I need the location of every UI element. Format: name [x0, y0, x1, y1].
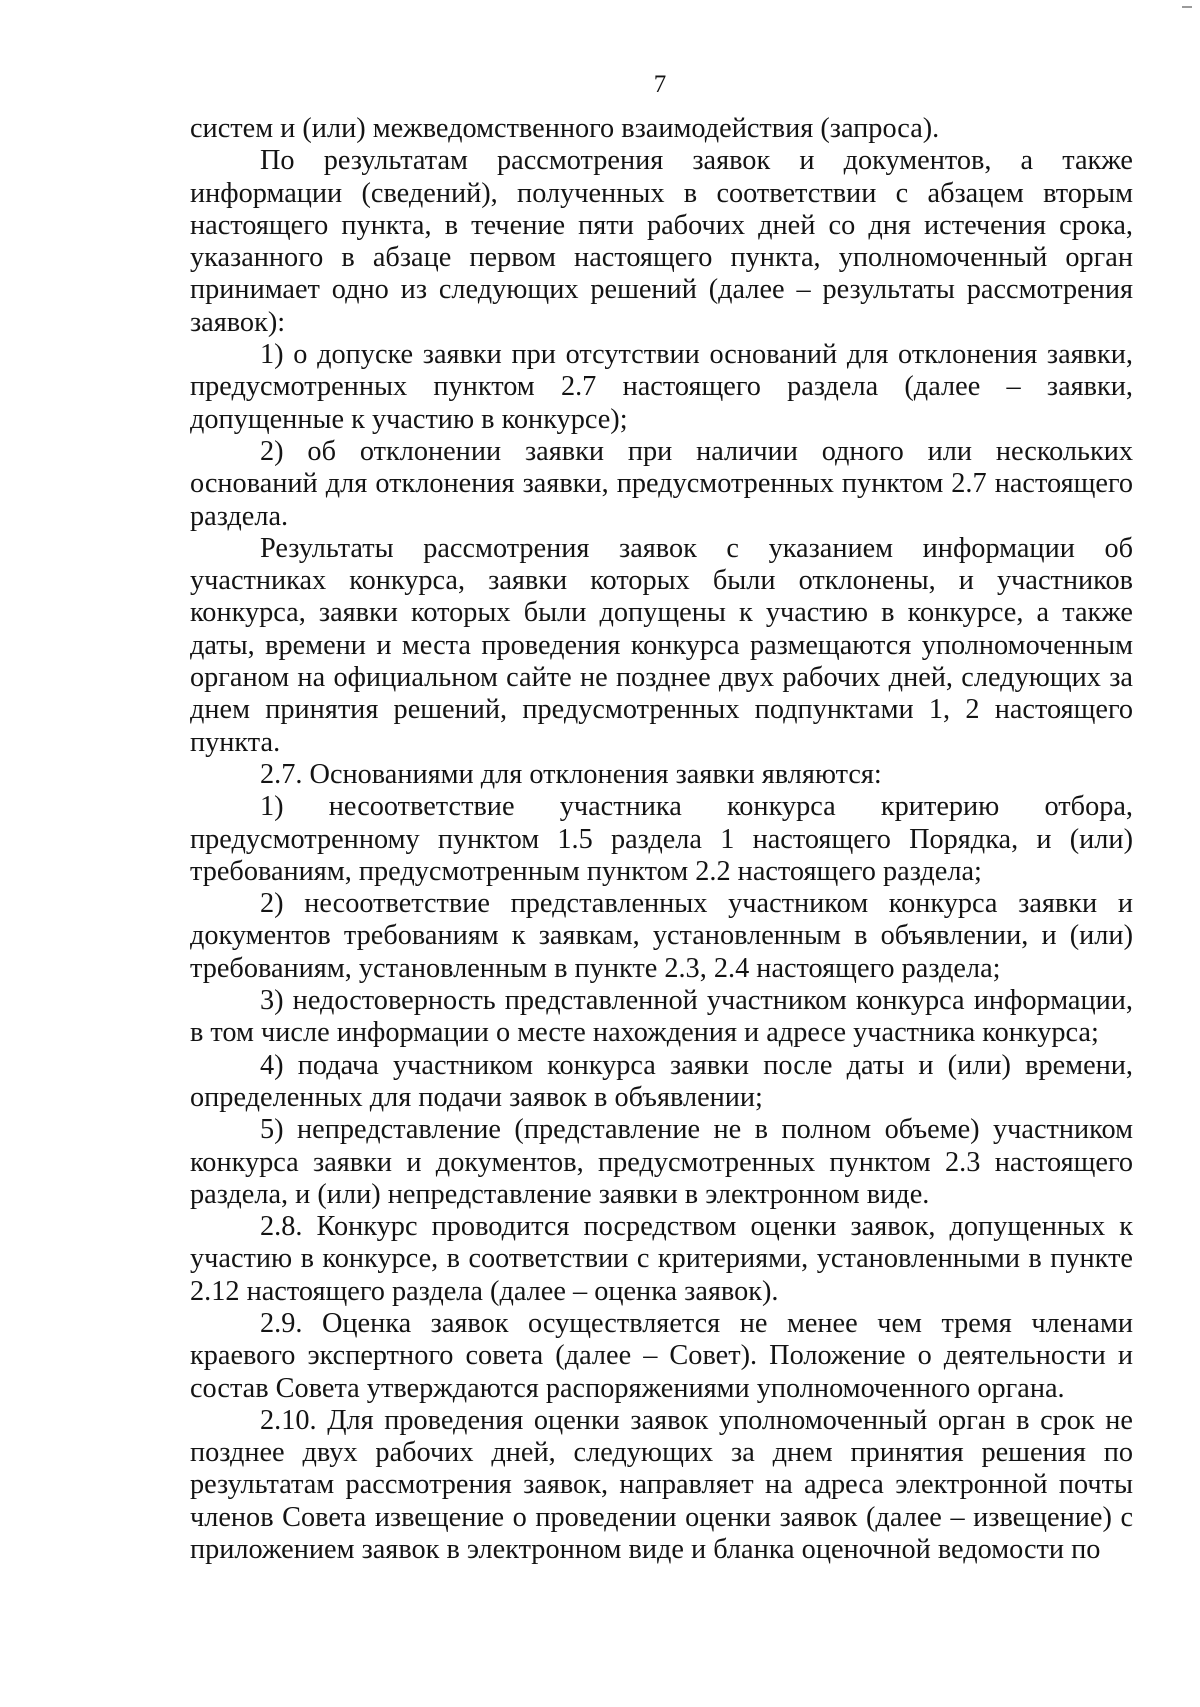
paragraph-clause-2-9: 2.9. Оценка заявок осуществляется не менее чем тремя членами краевого экспертного совета (далее – Совет). Положение о деятельности и состав Совета утверждаются распоряжениями уполномоченного органа. [190, 1307, 1133, 1404]
document-body [190, 113, 1133, 1566]
paragraph-rejection-grounds-heading: 2.7. Основаниями для отклонения заявки являются: [260, 758, 882, 790]
scan-corner-mark [1182, 6, 1192, 8]
paragraph-clause-2-8: 2.8. Конкурс проводится посредством оценки заявок, допущенных к участию в конкурсе, в соответствии с критериями, установленными в пункте 2.12 настоящего раздела (далее – оценка заявок). [190, 1211, 1133, 1307]
paragraph-review-results: По результатам рассмотрения заявок и документов, а также информации (сведений), полученных в соответствии с абзацем вторым настоящего пункта, в течение пяти рабочих дней со дня истечения срока, указанного в абзаце первом настоящего пункта, уполномоченный орган принимает одно из следующих решений (далее – результаты рассмотрения заявок): [190, 145, 1133, 338]
paragraph-results-publication: Результаты рассмотрения заявок с указанием информации об участниках конкурса, заявки которых были отклонены, и участников конкурса, заявки которых были допущены к участию в конкурсе, а также даты, времени и места проведения конкурса размещаются уполномоченным органом на официальном сайте не позднее двух рабочих дней, следующих за днем принятия решений, предусмотренных подпунктами 1, 2 настоящего пункта. [190, 532, 1133, 758]
paragraph-continuation: систем и (или) межведомственного взаимодействия (запроса). [190, 113, 940, 144]
paragraph-ground-2: 2) несоответствие представленных участником конкурса заявки и документов требованиям к заявкам, установленным в объявлении, и (или) требованиям, установленным в пункте 2.3, 2.4 настоящего раздела; [190, 888, 1133, 984]
paragraph-clause-2-10: 2.10. Для проведения оценки заявок уполномоченный орган в срок не позднее двух рабочих дней, следующих за днем принятия решения по результатам рассмотрения заявок, направляет на адреса электронной почты членов Совета извещение о проведении оценки заявок (далее – извещение) с приложением заявок в электронном виде и бланка оценочной ведомости по [190, 1404, 1133, 1566]
page-number: 7 [653, 71, 667, 98]
paragraph-decision-reject: 2) об отклонении заявки при наличии одного или нескольких оснований для отклонения заявки, предусмотренных пунктом 2.7 настоящего раздела. [190, 435, 1133, 532]
paragraph-ground-3: 3) недостоверность представленной участником конкурса информации, в том числе информации о месте нахождения и адресе участника конкурса; [190, 985, 1133, 1049]
paragraph-ground-5: 5) непредставление (представление не в полном объеме) участником конкурса заявки и документов, предусмотренных пунктом 2.3 настоящего раздела, и (или) непредставление заявки в электронном виде. [190, 1114, 1133, 1210]
paragraph-ground-1: 1) несоответствие участника конкурса критерию отбора, предусмотренному пунктом 1.5 раздела 1 настоящего Порядка, и (или) требованиям, предусмотренным пунктом 2.2 настоящего раздела; [190, 791, 1133, 887]
paragraph-ground-4: 4) подача участником конкурса заявки после даты и (или) времени, определенных для подачи заявок в объявлении; [190, 1049, 1133, 1113]
paragraph-decision-admit: 1) о допуске заявки при отсутствии оснований для отклонения заявки, предусмотренных пунктом 2.7 настоящего раздела (далее – заявки, допущенные к участию в конкурсе); [190, 339, 1133, 435]
